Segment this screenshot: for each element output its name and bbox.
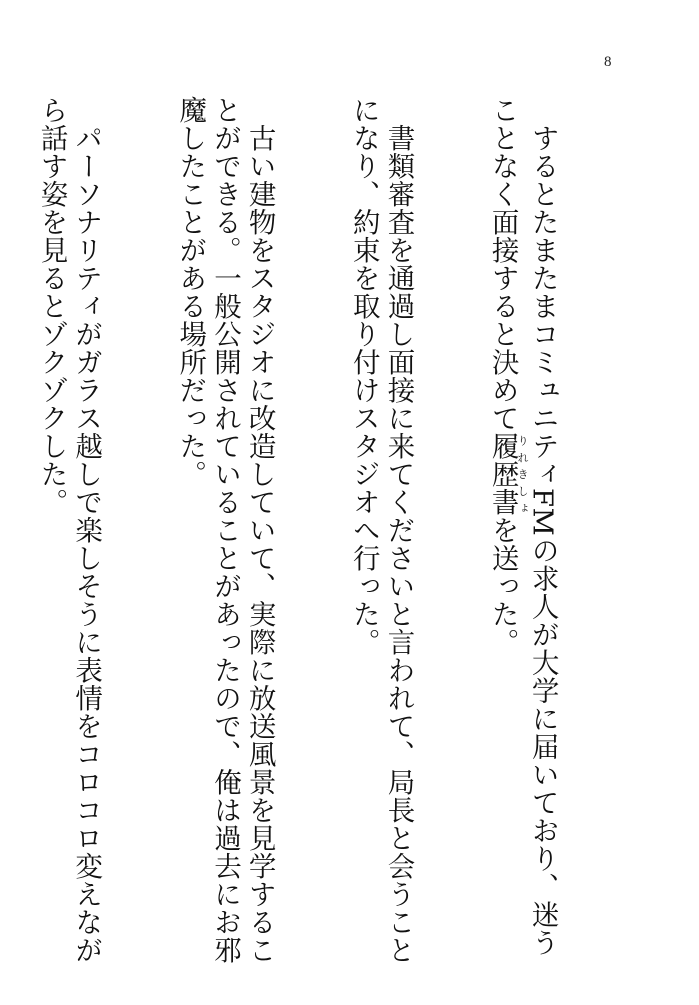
paragraph-4: パーソナリティがガラス越しで楽しそうに表情をコロコロ変えながら話す姿を見るとゾクゾクした。	[35, 96, 103, 964]
paragraph-3: 古い建物をスタジオに改造していて、実際に放送風景を見学することができる。一般公開されていることがあったので、俺は過去にお邪魔したことがある場所だった。	[174, 96, 276, 964]
page-number: 8	[604, 54, 612, 70]
ruby-base: 履歴書	[486, 432, 519, 516]
vertical-text-body	[0, 96, 629, 966]
ruby-reading: りれきしょ	[516, 432, 530, 516]
paragraph-text: を送った。	[486, 516, 519, 656]
paragraph-text: するとたまたまコミュニティFMの求人が大学に届いており、迷うことなく面接すると決めて	[486, 96, 559, 957]
paragraph-1	[485, 96, 560, 966]
furigana-ruby	[486, 432, 530, 516]
paragraph-2: 書類審査を通過し面接に来てくださいと言われて、局長と会うことになり、約束を取り付けスタジオへ行った。	[347, 96, 415, 964]
